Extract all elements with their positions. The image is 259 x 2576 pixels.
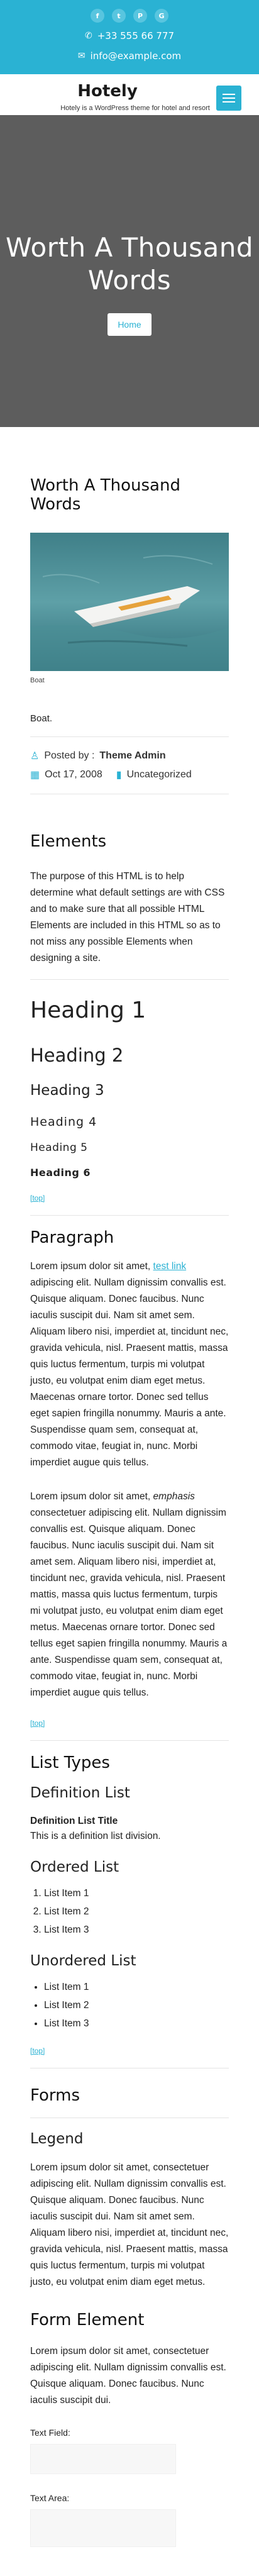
text-field-label: Text Field:	[30, 2428, 70, 2438]
calendar-icon: ▦	[30, 770, 40, 780]
site-header	[0, 74, 259, 115]
legend-heading: Legend	[30, 2131, 84, 2147]
breadcrumb-home-link[interactable]: Home	[107, 313, 151, 336]
category-link[interactable]: Uncategorized	[126, 769, 192, 780]
definition-description: This is a definition list division.	[30, 1831, 161, 1841]
pinterest-icon[interactable]: P	[133, 9, 147, 23]
top-link[interactable]: [top]	[30, 2046, 45, 2055]
heading-4-sample: Heading 4	[30, 1115, 97, 1129]
list-item: • List Item 2	[44, 1996, 229, 2014]
unordered-list	[44, 1978, 229, 2033]
elements-heading: Elements	[30, 832, 107, 851]
emphasis-text: emphasis	[153, 1491, 195, 1502]
unordered-list-heading: Unordered List	[30, 1953, 136, 1969]
top-bar	[0, 0, 259, 74]
hamburger-icon	[223, 94, 235, 95]
heading-6-sample: Heading 6	[30, 1167, 91, 1179]
top-link[interactable]: [top]	[30, 1194, 45, 1202]
heading-3-sample: Heading 3	[30, 1082, 104, 1099]
paragraph-1: Lorem ipsum dolor sit amet, test link adipiscing elit. Nullam dignissim convallis est. Quisque aliquam. Donec faucibus. Nunc iaculis suscipit dui. Nam sit amet sem. Aliquam libero nisi, imperdiet at, tincidunt nec, gravida vehicula, nisl. Praesent mattis, massa quis luctus fermentum, turpis mi volutpat justo, eu volutpat enim diam eget metus. Maecenas ornare tortor. Donec sed tellus eget sapien fringilla nonummy. Mauris a ante. Suspendisse quam sem, consequat at, commodo vitae, feugiat in, nunc. Morbi imperdiet augue quis tellus.	[30, 1261, 229, 1468]
list-types-heading: List Types	[30, 1753, 110, 1772]
list-item: 1. List Item 1	[44, 1884, 229, 1902]
elements-intro: The purpose of this HTML is to help determine what default settings are with CSS and to make sure that all possible HTML Elements are included in this HTML so as to not miss any possible Elements when designing a site.	[30, 871, 225, 963]
google-plus-icon[interactable]: G	[155, 9, 168, 23]
forms-heading: Forms	[30, 2086, 80, 2105]
site-title[interactable]: Hotely	[77, 82, 138, 101]
heading-1-sample: Heading 1	[30, 997, 146, 1023]
list-item: 2. List Item 2	[44, 1902, 229, 1921]
list-item: • List Item 3	[44, 2014, 229, 2033]
test-link[interactable]: test link	[153, 1261, 187, 1272]
heading-5-sample: Heading 5	[30, 1141, 88, 1154]
email-address: info@example.com	[90, 50, 182, 62]
divider	[30, 1215, 229, 1216]
paragraph-heading: Paragraph	[30, 1228, 114, 1247]
banner-title: Worth A Thousand Words	[5, 232, 254, 296]
text-field-input[interactable]	[30, 2444, 176, 2474]
post-title: Worth A Thousand Words	[30, 476, 180, 514]
ordered-list-heading: Ordered List	[30, 1859, 119, 1875]
social-links	[0, 9, 259, 23]
phone-icon: ✆	[84, 31, 92, 41]
heading-2-sample: Heading 2	[30, 1045, 124, 1066]
ordered-list	[44, 1884, 229, 1939]
image-caption: Boat	[30, 677, 45, 684]
divider	[30, 979, 229, 980]
paragraph-2: Lorem ipsum dolor sit amet, emphasis consectetuer adipiscing elit. Nullam dignissim convallis est. Quisque aliquam. Donec faucibus. Nunc iaculis suscipit dui. Nam sit amet sem. Aliquam libero nisi, imperdiet at, tincidunt nec, gravida vehicula, nisl. Praesent mattis, massa quis luctus fermentum, turpis mi volutpat justo, eu volutpat enim diam eget metus. Maecenas ornare tortor. Donec sed tellus eget sapien fringilla nonummy. Mauris a ante. Suspendisse quam sem, consequat at, commodo vitae, feugiat in, nunc. Morbi imperdiet augue quis tellus.	[30, 1491, 228, 1698]
main-content	[0, 476, 259, 2547]
form-element-heading: Form Element	[30, 2311, 145, 2329]
definition-list	[30, 1814, 229, 1844]
text-area-input[interactable]	[30, 2509, 176, 2547]
definition-list-heading: Definition List	[30, 1785, 130, 1801]
form-element-text: Lorem ipsum dolor sit amet, consectetuer adipiscing elit. Nullam dignissim convallis est. Quisque aliquam. Donec faucibus. Nunc iaculis suscipit dui.	[30, 2346, 226, 2406]
phone-contact[interactable]	[0, 30, 259, 42]
post-date: Oct 17, 2008	[45, 769, 102, 780]
list-item: • List Item 1	[44, 1978, 229, 1996]
user-icon: ♙	[30, 751, 40, 762]
author-link[interactable]: Theme Admin	[99, 750, 166, 761]
bookmark-icon: ▮	[116, 770, 122, 780]
page-banner	[0, 115, 259, 427]
post-meta-row	[30, 769, 229, 781]
post-author	[30, 750, 229, 762]
site-description: Hotely is a WordPress theme for hotel and resort	[60, 104, 210, 112]
top-link[interactable]: [top]	[30, 1719, 45, 1728]
divider	[30, 1740, 229, 1741]
envelope-icon: ✉	[77, 51, 85, 61]
posted-by-label: Posted by :	[44, 750, 95, 761]
phone-number: +33 555 66 777	[97, 30, 175, 42]
legend-text: Lorem ipsum dolor sit amet, consectetuer adipiscing elit. Nullam dignissim convallis est. Quisque aliquam. Donec faucibus. Nunc iaculis suscipit dui. Nam sit amet sem. Aliquam libero nisi, imperdiet at, tincidunt nec, gravida vehicula, nisl. Praesent mattis, massa quis luctus fermentum, turpis mi volutpat justo, eu volutpat enim diam eget metus.	[30, 2162, 229, 2287]
twitter-icon[interactable]: t	[112, 9, 126, 23]
email-contact[interactable]	[0, 50, 259, 62]
post-body: Boat.	[30, 713, 53, 724]
definition-title: Definition List Title	[30, 1816, 118, 1826]
facebook-icon[interactable]: f	[91, 9, 104, 23]
list-item: 3. List Item 3	[44, 1921, 229, 1939]
menu-toggle-button[interactable]	[216, 86, 241, 111]
post-image	[30, 533, 229, 671]
text-area-label: Text Area:	[30, 2493, 70, 2503]
divider	[30, 736, 229, 737]
